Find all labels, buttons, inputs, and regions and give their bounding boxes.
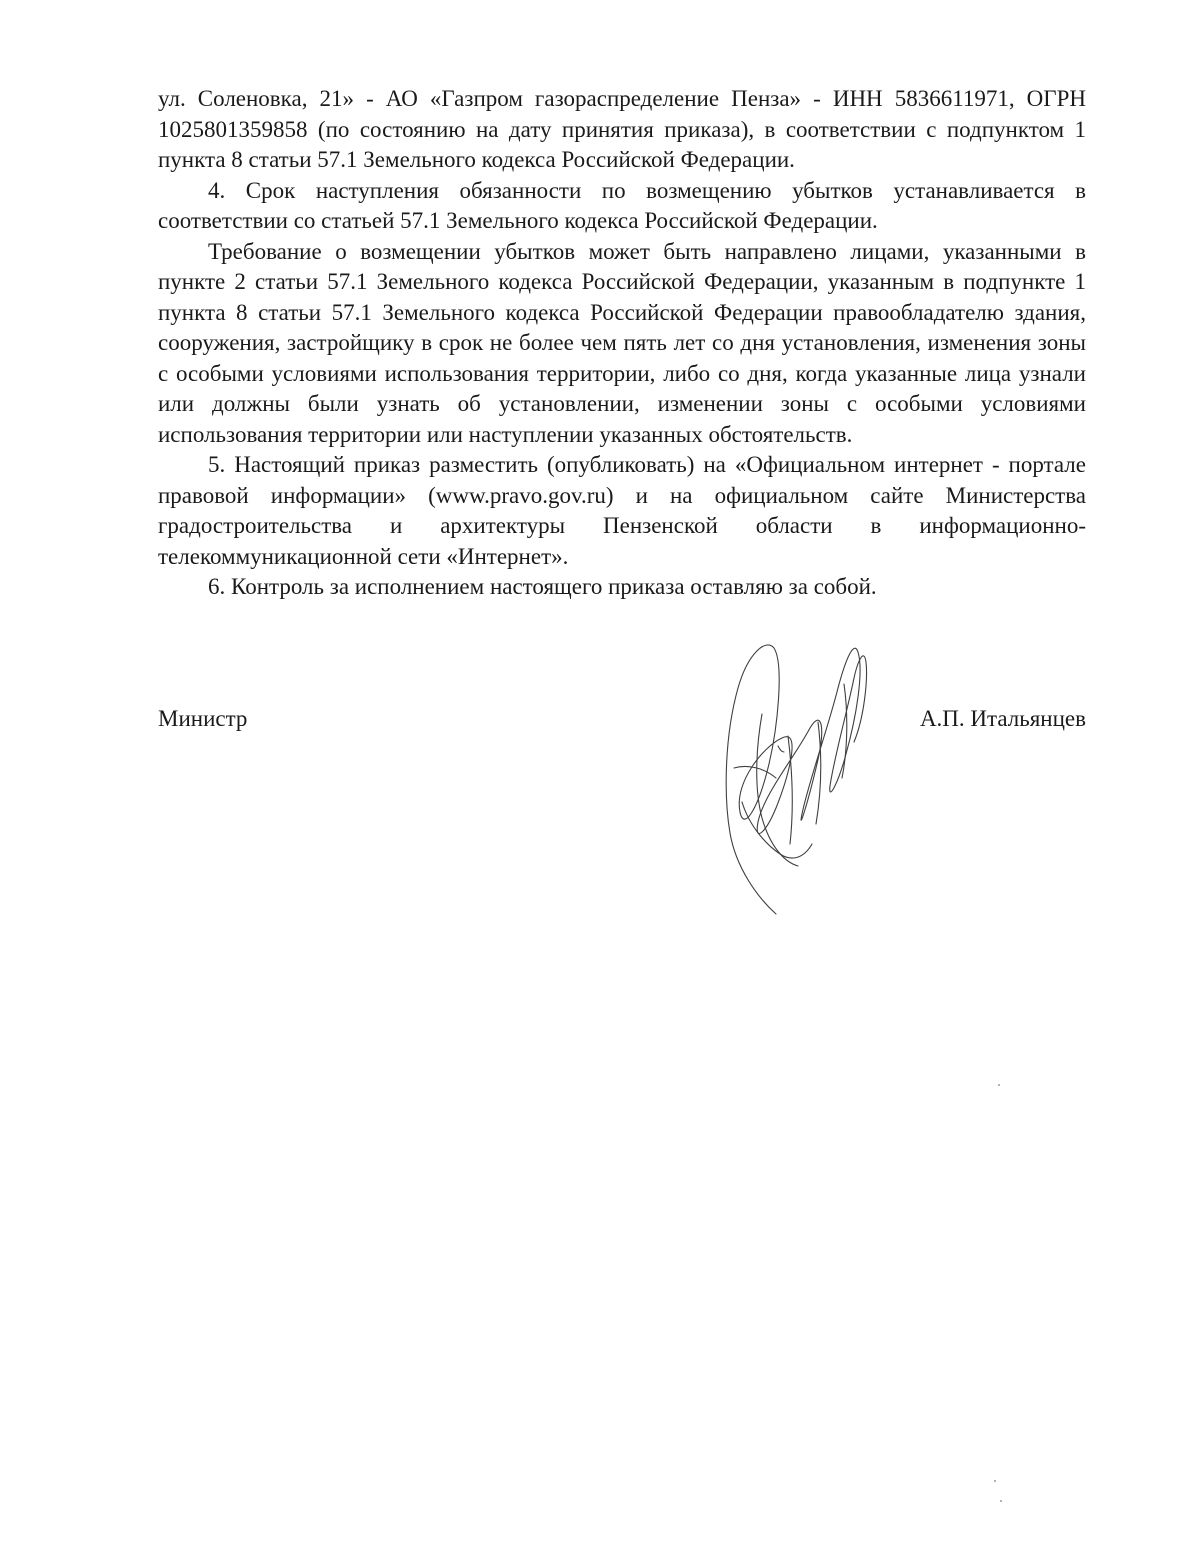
paragraph-item-5: 5. Настоящий приказ разместить (опубликовать) на «Официальном интернет - портале правовой информации» (www.pravo.gov.ru) и на официальном сайте Министерства градостроительства и архитектуры Пензенской области в информационно-телекоммуникационной сети «Интернет». [158, 452, 1086, 569]
paragraph-item-4: 4. Срок наступления обязанности по возмещению убытков устанавливается в соответствии со статьей 57.1 Земельного кодекса Российской Федерации. [158, 177, 1086, 233]
paragraph-item-4-claim: Требование о возмещении убытков может быть направлено лицами, указанными в пункте 2 статьи 57.1 Земельного кодекса Российской Федерации, указанным в подпункте 1 пункта 8 статьи 57.1 Земельного кодекса Российской Федерации правообладателю здания, сооружения, застройщику в срок не более чем пять лет со дня установления, изменения зоны с особыми условиями использования территории, либо со дня, когда указанные лица узнали или должны были узнать об установлении, изменении зоны с особыми условиями использования территории или наступлении указанных обстоятельств. [158, 238, 1086, 447]
scan-speck [998, 1084, 1000, 1086]
handwritten-signature [718, 618, 878, 918]
paragraph-intro-tail: ул. Соленовка, 21» - АО «Газпром газораспределение Пенза» - ИНН 5836611971, ОГРН 1025801359858 (по состоянию на дату принятия приказа), в соответствии с подпунктом 1 пункта 8 статьи 57.1 Земельного кодекса Российской Федерации. [158, 86, 1086, 172]
paragraph-item-6: 6. Контроль за исполнением настоящего приказа оставляю за собой. [208, 574, 877, 599]
signer-name: А.П. Итальянцев [919, 706, 1086, 731]
scan-speck [1000, 1500, 1002, 1502]
scan-speck [994, 1480, 996, 1482]
document-body [158, 84, 1086, 603]
signature-row [158, 704, 1086, 738]
signer-position: Министр [158, 706, 248, 731]
